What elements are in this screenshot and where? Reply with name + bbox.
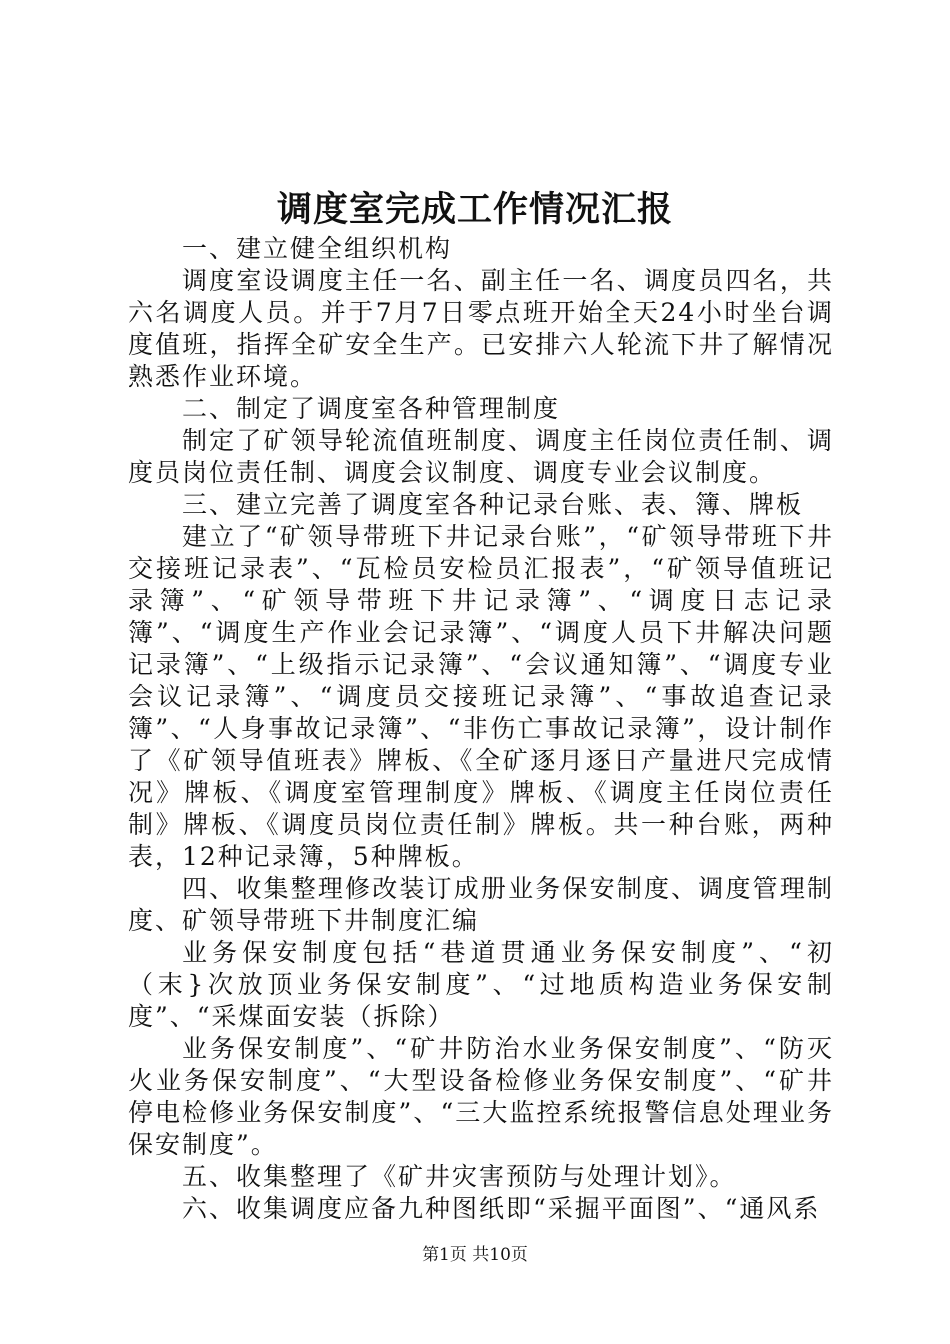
page-number-footer: 第1页 共10页 (422, 1245, 528, 1265)
paragraph-regulations: 制定了矿领导轮流值班制度、调度主任岗位责任制、调度员岗位责任制、调度会议制度、调度专业会议制度。 (128, 426, 834, 487)
section-heading-5: 五、收集整理了《矿井灾害预防与处理计划》。 (182, 1162, 737, 1191)
section-heading-2: 二、制定了调度室各种管理制度 (182, 394, 561, 423)
document-title: 调度室完成工作情况汇报 (276, 189, 673, 230)
paragraph-safety-rules-part-2: 业务保安制度”、“矿井防治水业务保安制度”、“防灭火业务保安制度”、“大型设备检修业务保安制度”、“矿井停电检修业务保安制度”、“三大监控系统报警信息处理业务保安制度”。 (128, 1034, 834, 1159)
document-body (128, 233, 834, 1225)
section-heading-1: 一、建立健全组织机构 (182, 234, 453, 263)
paragraph-records: 建立了“矿领导带班下井记录台账”，“矿领导带班下井交接班记录表”、“瓦检员安检员汇报表”，“矿领导值班记录簿”、“矿领导带班下井记录簿”、“调度日志记录簿”、“调度生产作业会记录簿”、“调度人员下井解决问题记录簿”、“上级指示记录簿”、“会议通知簿”、“调度专业会议记录簿”、“调度员交接班记录簿”、“事故追查记录簿”、“人身事故记录簿”、“非伤亡事故记录簿”，设计制作了《矿领导值班表》牌板、《全矿逐月逐日产量进尺完成情况》牌板、《调度室管理制度》牌板、《调度主任岗位责任制》牌板、《调度员岗位责任制》牌板。共一种台账，两种表，12种记录簿，5种牌板。 (128, 522, 834, 871)
section-heading-4: 四、收集整理修改装订成册业务保安制度、调度管理制度、矿领导带班下井制度汇编 (128, 874, 834, 935)
paragraph-safety-rules-part-1: 业务保安制度包括“巷道贯通业务保安制度”、“初（末}次放顶业务保安制度”、“过地质构造业务保安制度”、“采煤面安装（拆除） (128, 938, 834, 1031)
section-heading-3: 三、建立完善了调度室各种记录台账、表、簿、牌板 (182, 490, 804, 519)
section-heading-6: 六、收集调度应备九种图纸即“采掘平面图”、“通风系 (182, 1194, 821, 1223)
paragraph-staffing: 调度室设调度主任一名、副主任一名、调度员四名，共六名调度人员。并于7月7日零点班开始全天24小时坐台调度值班，指挥全矿安全生产。已安排六人轮流下井了解情况熟悉作业环境。 (128, 266, 834, 391)
